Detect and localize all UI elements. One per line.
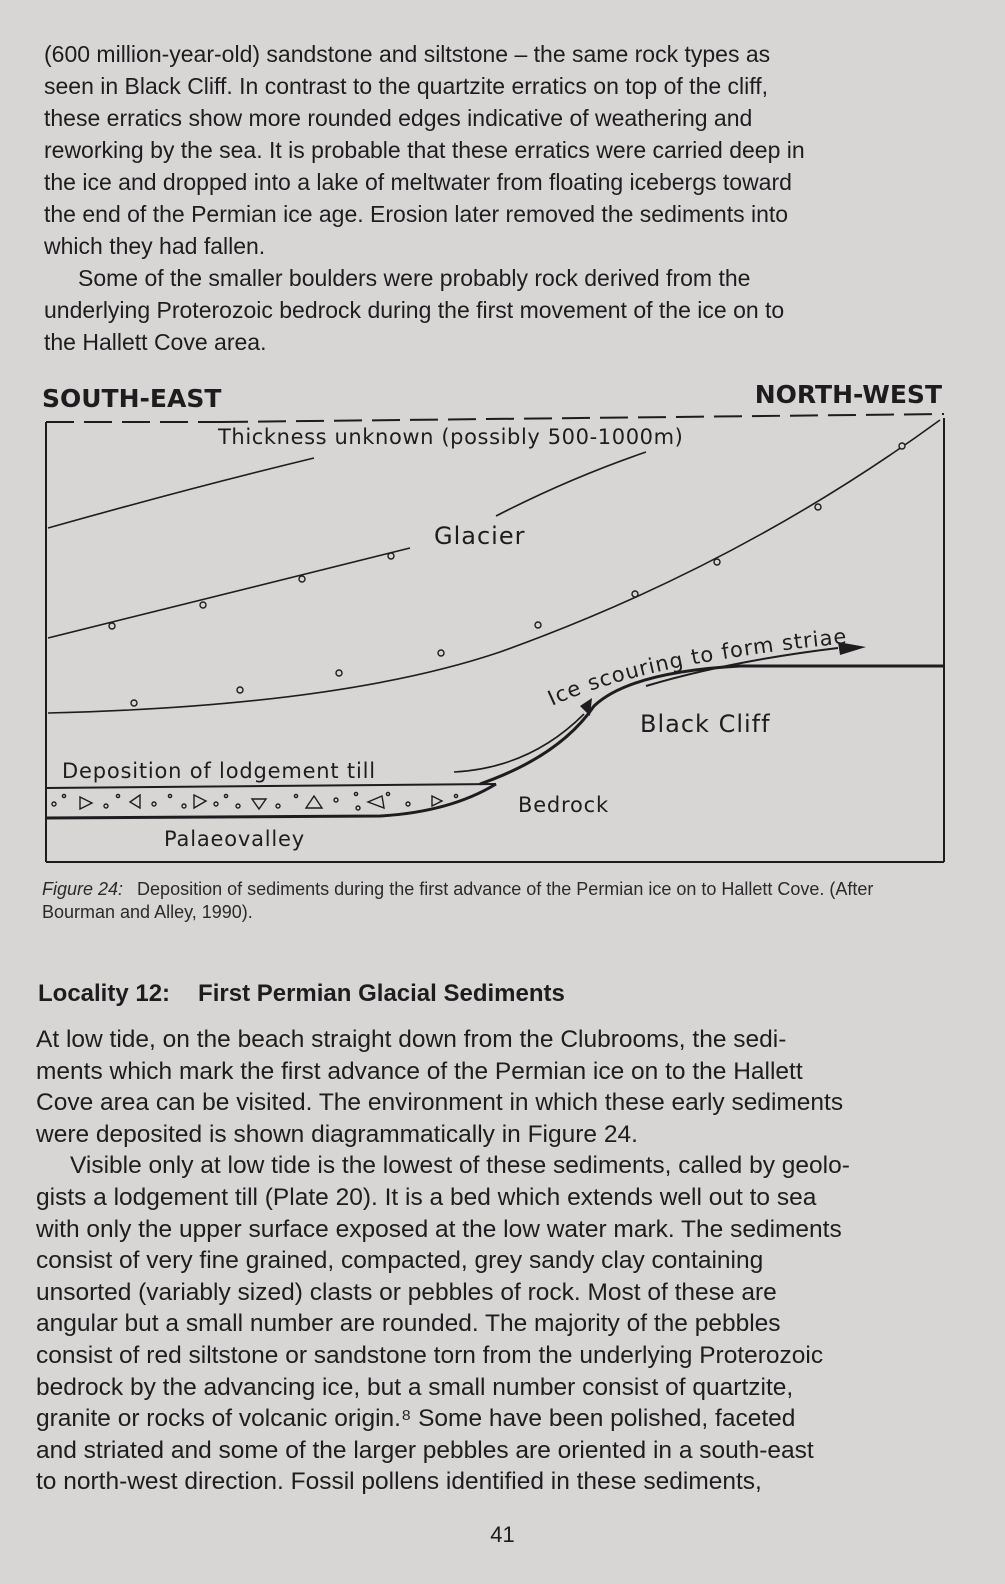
text-line: and striated and some of the larger pebbles are oriented in a south-east <box>36 1436 814 1464</box>
text-line: bedrock by the advancing ice, but a small number consist of quartzite, <box>36 1373 794 1401</box>
text-line: were deposited is shown diagrammatically in Figure 24. <box>36 1120 638 1148</box>
text-line: ments which mark the first advance of the Permian ice on to the Hallett <box>36 1057 803 1085</box>
text-line: unsorted (variably sized) clasts or pebbles of rock. Most of these are <box>36 1278 777 1306</box>
text-line: Visible only at low tide is the lowest of these sediments, called by geolo- <box>70 1152 850 1180</box>
caption-label: Figure 24: <box>42 879 124 899</box>
label-palaeovalley: Palaeovalley <box>164 827 305 851</box>
label-ice-scouring: Ice scouring to form striae <box>544 624 849 711</box>
figure-caption <box>42 878 947 924</box>
text-line: consist of red siltstone or sandstone torn from the underlying Proterozoic <box>36 1341 824 1369</box>
text-line: At low tide, on the beach straight down from the Clubrooms, the sedi- <box>36 1026 787 1053</box>
locality-title: First Permian Glacial Sediments <box>198 980 565 1007</box>
page-number: 41 <box>490 1522 515 1547</box>
deposition-arrow <box>454 714 584 772</box>
label-north-west: NORTH-WEST <box>754 380 942 409</box>
section-heading <box>38 980 565 1008</box>
till-top-line <box>46 784 496 788</box>
glacier-flow-line <box>48 420 940 713</box>
label-deposition: Deposition of lodgement till <box>62 759 376 783</box>
flow-line <box>48 458 314 528</box>
text-line: underlying Proterozoic bedrock during the first movement of the ice on to <box>44 297 785 323</box>
body-paragraph <box>36 1024 946 1498</box>
ice-top-dashed-line <box>46 414 944 422</box>
text-line: the Hallett Cove area. <box>44 329 267 355</box>
intro-paragraph <box>44 38 940 358</box>
text-line: seen in Black Cliff. In contrast to the quartzite erratics on top of the cliff, <box>44 73 769 99</box>
label-thickness: Thickness unknown (possibly 500-1000m) <box>218 425 684 449</box>
text-line: reworking by the sea. It is probable that these erratics were carried deep in <box>44 137 805 163</box>
glacier-flow-line <box>48 548 410 638</box>
arrow-head <box>580 698 592 716</box>
text-line: angular but a small number are rounded. The majority of the pebbles <box>36 1310 781 1338</box>
flow-markers <box>109 553 394 629</box>
text-line: which they had fallen. <box>44 233 266 259</box>
figure-24-diagram <box>40 376 952 868</box>
text-line: gists a lodgement till (Plate 20). It is a bed which extends well out to sea <box>36 1183 817 1211</box>
text-line: with only the upper surface exposed at the low water mark. The sediments <box>36 1215 842 1243</box>
text-line: Cove area can be visited. The environment in which these early sediments <box>36 1089 844 1117</box>
text-line: the end of the Permian ice age. Erosion later removed the sediments into <box>44 201 789 227</box>
text-line: granite or rocks of volcanic origin.⁸ Some have been polished, faceted <box>36 1405 796 1433</box>
locality-number: Locality 12: <box>38 980 171 1007</box>
label-black-cliff: Black Cliff <box>640 710 771 738</box>
bedrock-surface-line <box>46 784 496 818</box>
till-clasts <box>52 792 458 810</box>
label-glacier: Glacier <box>434 522 526 550</box>
flow-line <box>496 452 646 516</box>
label-south-east: SOUTH-EAST <box>42 384 222 413</box>
text-line: to north-west direction. Fossil pollens identified in these sediments, <box>36 1468 762 1496</box>
caption-text: Deposition of sediments during the first advance of the Permian ice on to Hallett Cove. (After Bourman and Alley, 1990). <box>42 879 874 922</box>
text-line: consist of very fine grained, compacted, grey sandy clay containing <box>36 1247 764 1275</box>
text-line: these erratics show more rounded edges indicative of weathering and <box>44 105 753 131</box>
label-bedrock: Bedrock <box>518 793 609 817</box>
text-line: the ice and dropped into a lake of meltwater from floating icebergs toward <box>44 169 792 195</box>
text-line: (600 million-year-old) sandstone and siltstone – the same rock types as <box>44 41 771 67</box>
text-line: Some of the smaller boulders were probably rock derived from the <box>78 265 751 291</box>
